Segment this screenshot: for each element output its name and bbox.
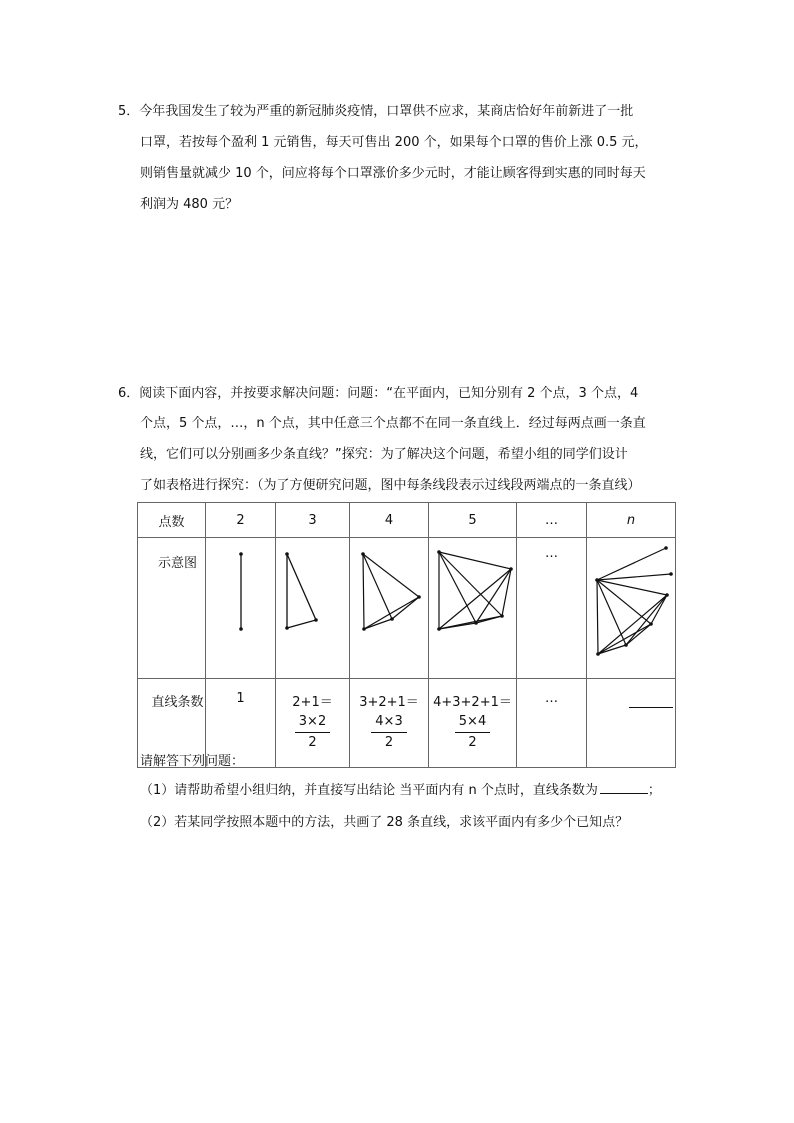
point (362, 627, 366, 631)
point (596, 652, 600, 656)
fraction (455, 714, 490, 751)
table-row-points (138, 503, 676, 538)
fraction-numerator: 4×3 (371, 714, 406, 733)
point (500, 614, 504, 618)
fraction-numerator: 5×4 (455, 714, 490, 733)
row-label-line-count: 直线条数 (138, 679, 206, 768)
count-cell: 1 (206, 679, 276, 768)
q6-sub1-text: （1）请帮助希望小组归纳，并直接写出结论 当平面内有 n 个点时，直线条数为 (140, 783, 598, 798)
point (649, 622, 653, 626)
sum-expression: 2+1＝ (292, 695, 333, 710)
row-label-points: 点数 (138, 503, 206, 538)
point (664, 546, 668, 550)
diagram-4-points (350, 538, 429, 679)
point (669, 572, 673, 576)
points-cell: 3 (276, 503, 350, 538)
fraction-denominator: 2 (308, 735, 317, 750)
fraction (295, 714, 330, 751)
diagram-ellipsis: … (517, 538, 587, 679)
point (437, 550, 441, 554)
q6-line-1: 6．阅读下面内容，并按要求解决问题：问题：“在平面内，已知分别有 2 个点，3 个点，4 (118, 386, 639, 401)
q5-line-3: 则销售量就减少 10 个，问应将每个口罩涨价多少元时，才能让顾客得到实惠的同时每天 (140, 166, 646, 181)
diagram-2-points (206, 538, 276, 679)
segments (439, 552, 511, 629)
table-row-diagram (138, 538, 676, 679)
q6-line-4: 了如表格进行探究：（为了方便研究问题，图中每条线段表示过线段两端点的一条直线） (140, 478, 641, 493)
point (509, 567, 513, 571)
sum-expression: 4+3+2+1＝ (433, 695, 512, 710)
point (239, 627, 243, 631)
fraction (371, 714, 406, 751)
point (437, 627, 441, 631)
point (239, 552, 243, 556)
diagram-4-figure (350, 538, 429, 664)
q6-line-3: 线，它们可以分别画多少条直线？”探究：为了解决这个问题，希望小组的同学们设计 (140, 447, 628, 462)
triangle (287, 554, 316, 628)
fraction-denominator: 2 (384, 735, 394, 750)
points-cell: 2 (206, 503, 276, 538)
q5-line-4: 利润为 480 元？ (140, 197, 239, 212)
fraction-denominator: 2 (468, 735, 477, 750)
points-cell: 4 (350, 503, 429, 538)
answer-blank (600, 781, 648, 794)
point (285, 626, 289, 630)
count-cell-4 (350, 679, 429, 768)
point (417, 595, 421, 599)
count-cell: … (517, 679, 587, 768)
row-label-diagram: 示意图 (138, 538, 206, 679)
q6-sub1-end: ； (647, 783, 661, 798)
diagram-3-points (276, 538, 350, 679)
points-cell: 5 (429, 503, 517, 538)
q6-sub1 (140, 781, 661, 801)
point (285, 552, 289, 556)
diagram-2-figure (206, 538, 276, 664)
point (314, 618, 318, 622)
fraction-numerator: 3×2 (295, 714, 330, 733)
point (624, 643, 628, 647)
point (390, 617, 394, 621)
diagram-n-figure (587, 538, 676, 664)
q6-prompt: 请解答下列问题： (140, 754, 245, 769)
point (595, 578, 599, 582)
diagram-n-points (587, 538, 676, 679)
count-cell-3 (276, 679, 350, 768)
sum-expression: 3+2+1＝ (359, 695, 419, 710)
points-cell: n (587, 503, 676, 538)
point (665, 593, 669, 597)
exploration-table (137, 502, 676, 768)
point (474, 621, 478, 625)
q6-sub2: （2）若某同学按照本题中的方法，共画了 28 条直线，求该平面内有多少个已知点？ (140, 815, 629, 830)
q5-line-1: 5．今年我国发生了较为严重的新冠肺炎疫情，口罩供不应求，某商店恰好年前新进了一批 (118, 104, 634, 119)
diagram-5-figure (429, 538, 517, 664)
point (361, 552, 365, 556)
diagram-3-figure (276, 538, 350, 664)
q5-line-2: 口罩，若按每个盈利 1 元销售，每天可售出 200 个，如果每个口罩的售价上涨 0.5 元， (140, 135, 648, 150)
points-cell: … (517, 503, 587, 538)
count-cell-n (587, 679, 676, 768)
answer-blank (629, 695, 673, 708)
segments (597, 548, 671, 654)
diagram-5-points (429, 538, 517, 679)
count-cell-5 (429, 679, 517, 768)
q6-line-2: 个点，5 个点，…，n 个点，其中任意三个点都不在同一条直线上．经过每两点画一条直 (140, 416, 646, 431)
